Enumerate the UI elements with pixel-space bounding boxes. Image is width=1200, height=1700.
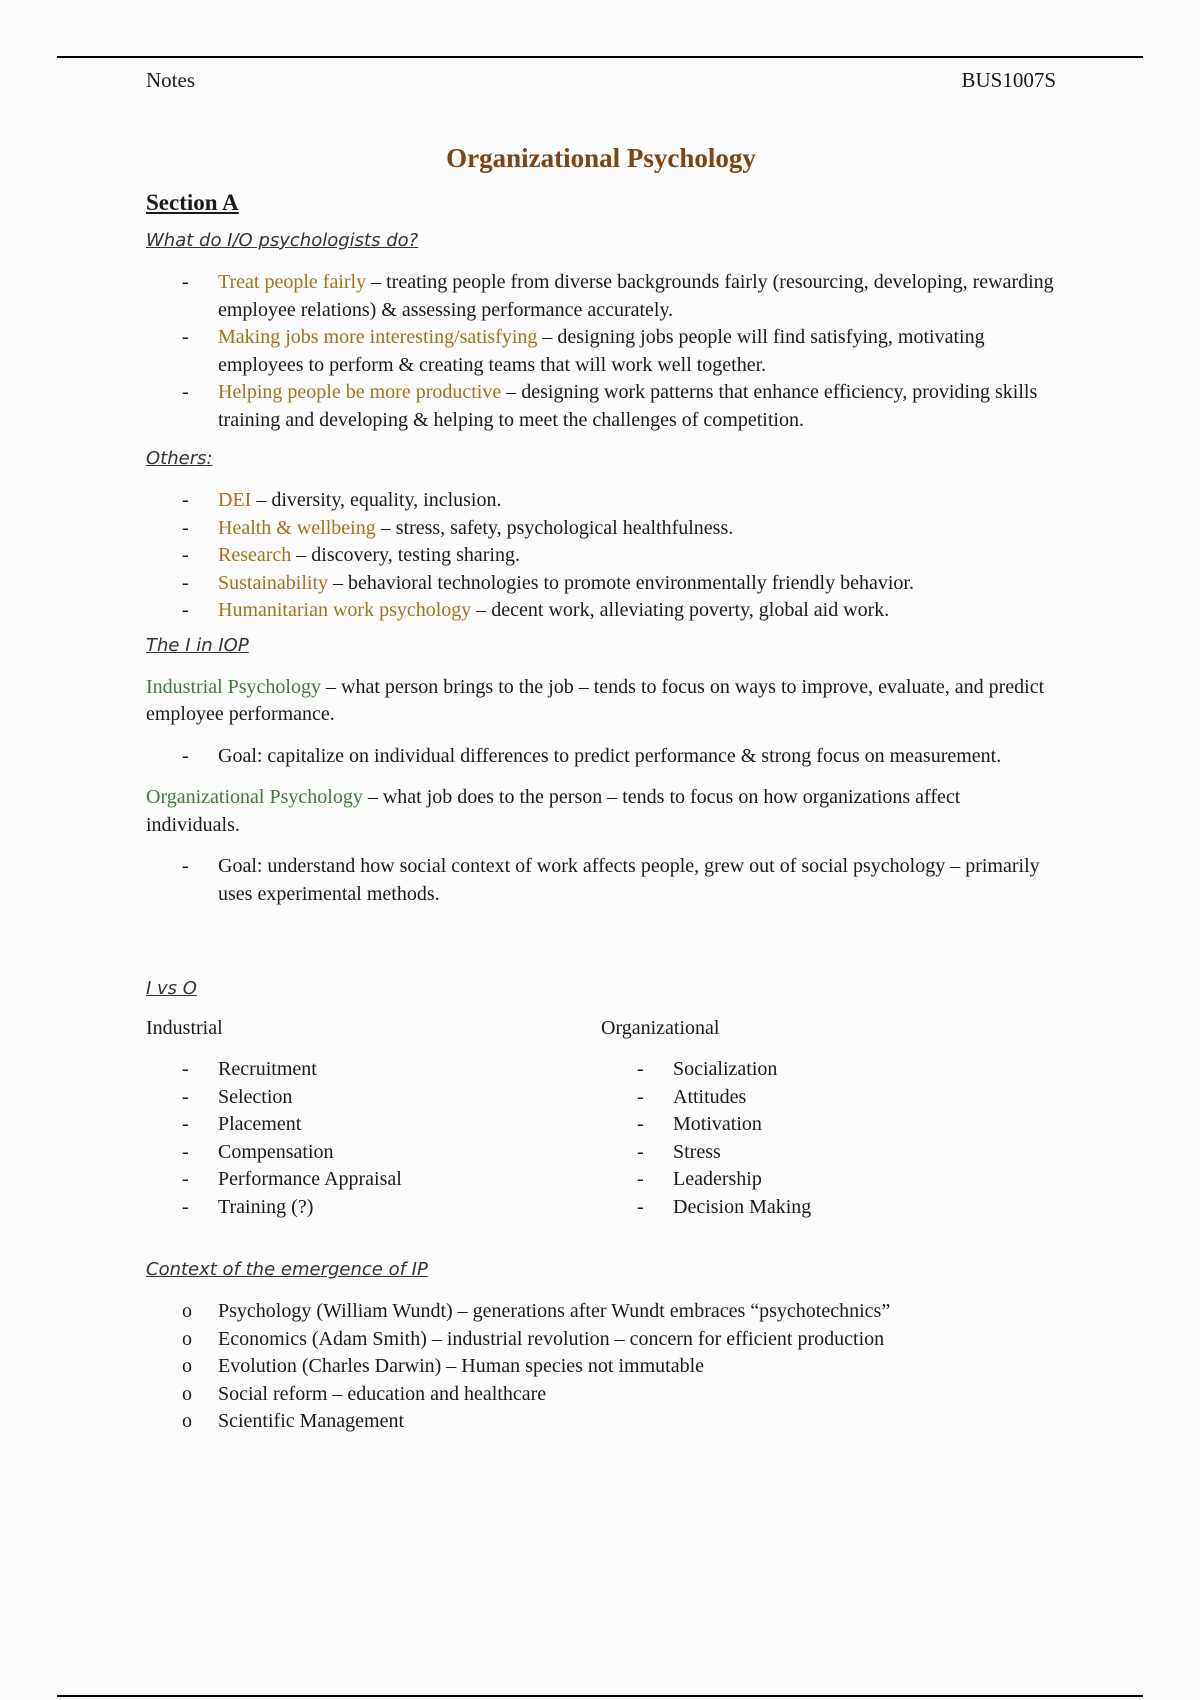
spacer [146,1235,1056,1259]
organizational-psych-term: Organizational Psychology [146,786,363,808]
list-item-text: – designing jobs people will find satisfying, motivating employees to perform & creating teams that will work well together. [218,326,985,376]
section-title: Section A [146,190,239,215]
document-page [146,68,1056,1436]
list-item-text: – stress, safety, psychological healthfulness. [375,516,734,539]
list-item: - Compensation [146,1139,601,1167]
list-item: - Placement [146,1111,601,1139]
organizational-column-heading: Organizational [601,1017,720,1039]
list-item [146,570,1056,598]
list-item-term: DEI [218,489,252,511]
list-item [146,269,1056,324]
list-item [146,487,1056,515]
list-item: - Recruitment [146,1056,601,1084]
list-item: - Selection [146,1084,601,1112]
industrial-column [146,1017,601,1235]
list-item: - Goal: understand how social context of work affects people, grew out of social psychology – primarily uses experimental methods. [146,853,1056,908]
industrial-psych-text: – what person brings to the job – tends to focus on ways to improve, evaluate, and predict employee performance. [146,675,1045,725]
organizational-list [601,1056,1056,1221]
list-item-text: – discovery, testing sharing. [291,544,520,566]
list-item-text: – behavioral technologies to promote environmentally friendly behavior. [328,571,914,594]
list-item [146,324,1056,379]
list-item-term: Helping people be more productive [218,381,502,403]
list-item: - Leadership [601,1166,1056,1194]
list-item-term: Health & wellbeing [218,516,376,539]
i-vs-o-columns [146,1017,1056,1235]
list-item-term: Treat people fairly [218,271,367,293]
context-heading: Context of the emergence of IP [146,1259,428,1280]
organizational-goal-list [146,853,1056,908]
list-item: - Goal: capitalize on individual differences to predict performance & strong focus on measurement. [146,743,1056,771]
list-item-term: Making jobs more interesting/satisfying [218,326,538,348]
list-item: o Psychology (William Wundt) – generations after Wundt embraces “psychotechnics” [146,1298,1056,1326]
list-item [146,515,1056,543]
industrial-goal-list [146,743,1056,771]
list-item-text: – treating people from diverse backgrounds fairly (resourcing, developing, rewarding employee relations) & assessing performance accurately. [218,271,1054,321]
document-title: Organizational Psychology [446,143,756,173]
what-do-heading: What do I/O psychologists do? [146,230,419,251]
industrial-psych-paragraph [146,674,1056,729]
list-item [146,597,1056,625]
top-rule [57,56,1143,58]
what-do-list [146,269,1056,434]
context-list [146,1298,1056,1436]
list-item: - Motivation [601,1111,1056,1139]
list-item: o Evolution (Charles Darwin) – Human species not immutable [146,1353,1056,1381]
list-item-term: Humanitarian work psychology [218,599,472,621]
list-item-term: Sustainability [218,571,328,594]
list-item: - Attitudes [601,1084,1056,1112]
organizational-psych-paragraph [146,784,1056,839]
list-item: o Economics (Adam Smith) – industrial revolution – concern for efficient production [146,1326,1056,1354]
list-item: - Decision Making [601,1194,1056,1222]
header-left: Notes [146,68,195,92]
i-in-iop-heading: The I in IOP [146,634,249,656]
page-header [146,68,1056,93]
organizational-psych-text: – what job does to the person – tends to focus on how organizations affect individuals. [146,786,961,836]
list-item: - Socialization [601,1056,1056,1084]
list-item-text: – decent work, alleviating poverty, global aid work. [471,599,890,621]
industrial-list [146,1056,601,1221]
list-item-term: Research [218,544,292,566]
list-item: - Performance Appraisal [146,1166,601,1194]
list-item: - Training (?) [146,1194,601,1222]
industrial-column-heading: Industrial [146,1017,223,1039]
header-right: BUS1007S [961,68,1056,92]
organizational-column [601,1017,1056,1235]
list-item-text: – designing work patterns that enhance efficiency, providing skills training and developing & helping to meet the challenges of competition. [218,381,1038,431]
others-heading: Others: [146,448,213,469]
spacer [146,922,1056,978]
i-vs-o-heading: I vs O [146,978,197,999]
list-item: o Social reform – education and healthcare [146,1381,1056,1409]
others-list [146,487,1056,625]
list-item [146,379,1056,434]
industrial-psych-term: Industrial Psychology [146,675,321,698]
list-item: o Scientific Management [146,1408,1056,1436]
list-item [146,542,1056,570]
list-item: - Stress [601,1139,1056,1167]
bottom-rule [57,1695,1143,1697]
list-item-text: – diversity, equality, inclusion. [251,489,502,511]
